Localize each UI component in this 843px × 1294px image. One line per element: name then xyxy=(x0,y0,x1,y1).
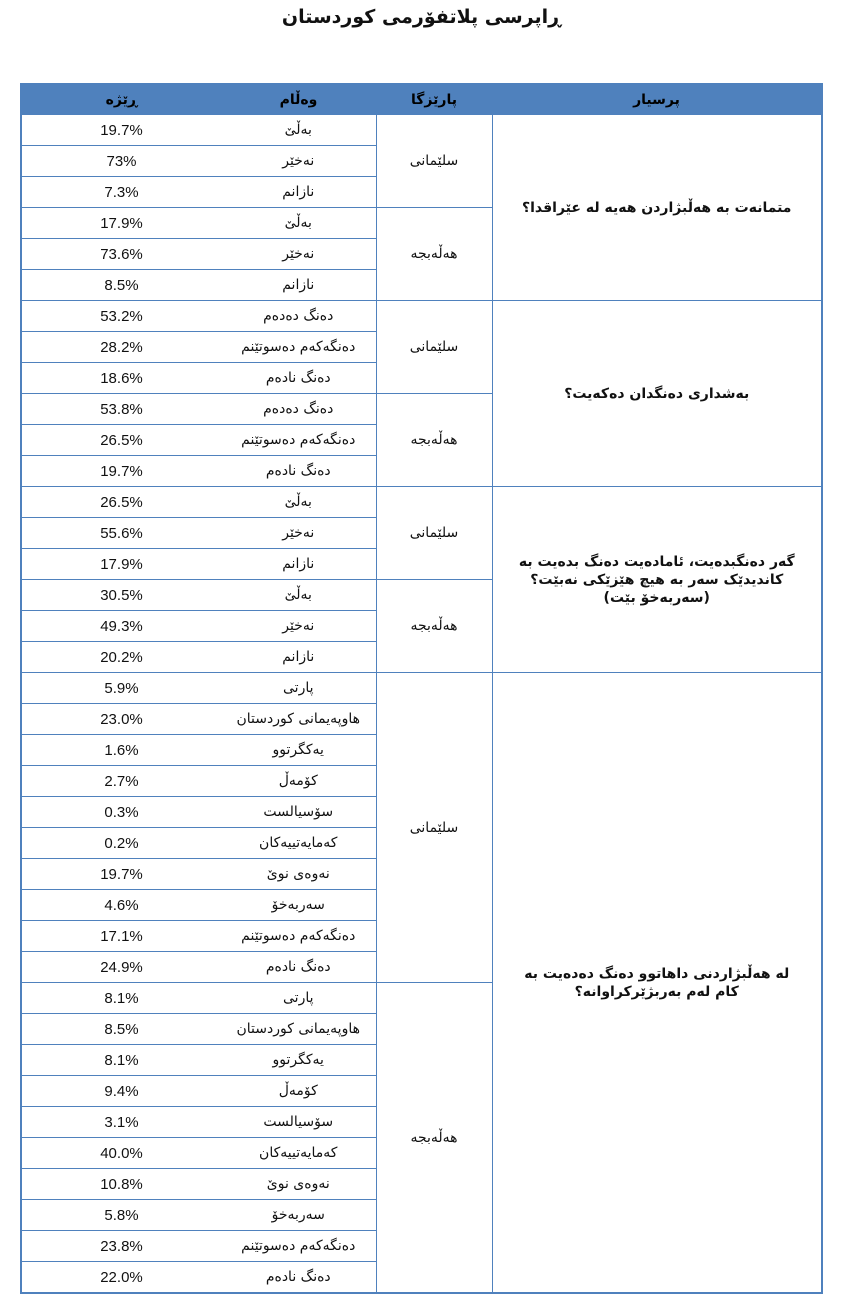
province-cell: هەڵەبجە xyxy=(376,208,492,301)
percent-cell: 53.2% xyxy=(21,301,221,332)
percent-cell: 17.9% xyxy=(21,549,221,580)
percent-cell: 1.6% xyxy=(21,735,221,766)
percent-cell: 73.6% xyxy=(21,239,221,270)
answer-cell: سەربەخۆ xyxy=(221,890,376,921)
percent-cell: 26.5% xyxy=(21,425,221,456)
percent-cell: 28.2% xyxy=(21,332,221,363)
answer-cell: دەنگ نادەم xyxy=(221,363,376,394)
percent-cell: 19.7% xyxy=(21,115,221,146)
answer-cell: پارتی xyxy=(221,673,376,704)
percent-cell: 8.5% xyxy=(21,1014,221,1045)
header-answer: وەڵام xyxy=(221,84,376,115)
header-province: پارێزگا xyxy=(376,84,492,115)
answer-cell: دەنگەکەم دەسوتێنم xyxy=(221,1231,376,1262)
province-cell: هەڵەبجە xyxy=(376,394,492,487)
answer-cell: کەمایەتییەکان xyxy=(221,1138,376,1169)
answer-cell: کۆمەڵ xyxy=(221,1076,376,1107)
percent-cell: 8.1% xyxy=(21,1045,221,1076)
answer-cell: بەڵێ xyxy=(221,580,376,611)
header-percent: ڕێژە xyxy=(21,84,221,115)
percent-cell: 30.5% xyxy=(21,580,221,611)
percent-cell: 2.7% xyxy=(21,766,221,797)
percent-cell: 49.3% xyxy=(21,611,221,642)
percent-cell: 19.7% xyxy=(21,859,221,890)
answer-cell: یەکگرتوو xyxy=(221,735,376,766)
answer-cell: نازانم xyxy=(221,270,376,301)
percent-cell: 18.6% xyxy=(21,363,221,394)
answer-cell: نەخێر xyxy=(221,518,376,549)
answer-cell: نازانم xyxy=(221,549,376,580)
table-row xyxy=(21,301,822,332)
percent-cell: 0.2% xyxy=(21,828,221,859)
answer-cell: بەڵێ xyxy=(221,115,376,146)
answer-cell: نەوەی نوێ xyxy=(221,1169,376,1200)
question-cell: لە هەڵبژاردنی داهاتوو دەنگ دەدەیت بە کام لەم بەربژێرکراوانە؟ xyxy=(492,673,822,1294)
answer-cell: کۆمەڵ xyxy=(221,766,376,797)
answer-cell: بەڵێ xyxy=(221,208,376,239)
answer-cell: یەکگرتوو xyxy=(221,1045,376,1076)
province-cell: سلێمانی xyxy=(376,301,492,394)
answer-cell: هاوپەیمانی کوردستان xyxy=(221,1014,376,1045)
answer-cell: نازانم xyxy=(221,642,376,673)
percent-cell: 53.8% xyxy=(21,394,221,425)
answer-cell: پارتی xyxy=(221,983,376,1014)
answer-cell: دەنگ دەدەم xyxy=(221,301,376,332)
table-row xyxy=(21,115,822,146)
answer-cell: سۆسیالست xyxy=(221,797,376,828)
province-cell: هەڵەبجە xyxy=(376,580,492,673)
answer-cell: نەخێر xyxy=(221,239,376,270)
percent-cell: 19.7% xyxy=(21,456,221,487)
table-row xyxy=(21,673,822,704)
percent-cell: 0.3% xyxy=(21,797,221,828)
answer-cell: سەربەخۆ xyxy=(221,1200,376,1231)
answer-cell: دەنگەکەم دەسوتێنم xyxy=(221,425,376,456)
percent-cell: 17.9% xyxy=(21,208,221,239)
percent-cell: 8.5% xyxy=(21,270,221,301)
percent-cell: 9.4% xyxy=(21,1076,221,1107)
percent-cell: 17.1% xyxy=(21,921,221,952)
answer-cell: دەنگ نادەم xyxy=(221,1262,376,1294)
answer-cell: کەمایەتییەکان xyxy=(221,828,376,859)
percent-cell: 26.5% xyxy=(21,487,221,518)
table-header xyxy=(21,84,822,115)
percent-cell: 3.1% xyxy=(21,1107,221,1138)
province-cell: هەڵەبجە xyxy=(376,983,492,1294)
percent-cell: 22.0% xyxy=(21,1262,221,1294)
percent-cell: 55.6% xyxy=(21,518,221,549)
question-cell: گەر دەنگبدەیت، ئامادەیت دەنگ بدەیت بە کاندیدێک سەر بە هیچ هێزێکی نەبێت؟ (سەربەخۆ بێت) xyxy=(492,487,822,673)
answer-cell: دەنگەکەم دەسوتێنم xyxy=(221,921,376,952)
answer-cell: نەخێر xyxy=(221,146,376,177)
percent-cell: 7.3% xyxy=(21,177,221,208)
percent-cell: 5.8% xyxy=(21,1200,221,1231)
answer-cell: سۆسیالست xyxy=(221,1107,376,1138)
percent-cell: 10.8% xyxy=(21,1169,221,1200)
percent-cell: 4.6% xyxy=(21,890,221,921)
survey-table xyxy=(20,83,823,1294)
header-question: پرسیار xyxy=(492,84,822,115)
province-cell: سلێمانی xyxy=(376,673,492,983)
answer-cell: بەڵێ xyxy=(221,487,376,518)
answer-cell: دەنگ دەدەم xyxy=(221,394,376,425)
percent-cell: 23.8% xyxy=(21,1231,221,1262)
percent-cell: 40.0% xyxy=(21,1138,221,1169)
answer-cell: هاوپەیمانی کوردستان xyxy=(221,704,376,735)
answer-cell: نەوەی نوێ xyxy=(221,859,376,890)
table-row xyxy=(21,487,822,518)
answer-cell: دەنگ نادەم xyxy=(221,456,376,487)
table-body xyxy=(21,115,822,1293)
percent-cell: 73% xyxy=(21,146,221,177)
page-title: ڕاپرسی پلاتفۆرمی کوردستان xyxy=(281,6,562,28)
question-cell: بەشداری دەنگدان دەکەیت؟ xyxy=(492,301,822,487)
answer-cell: دەنگەکەم دەسوتێنم xyxy=(221,332,376,363)
answer-cell: نازانم xyxy=(221,177,376,208)
answer-cell: نەخێر xyxy=(221,611,376,642)
answer-cell: دەنگ نادەم xyxy=(221,952,376,983)
province-cell: سلێمانی xyxy=(376,115,492,208)
province-cell: سلێمانی xyxy=(376,487,492,580)
percent-cell: 5.9% xyxy=(21,673,221,704)
question-cell: متمانەت بە هەڵبژاردن هەیە لە عێراقدا؟ xyxy=(492,115,822,301)
percent-cell: 20.2% xyxy=(21,642,221,673)
percent-cell: 24.9% xyxy=(21,952,221,983)
percent-cell: 23.0% xyxy=(21,704,221,735)
percent-cell: 8.1% xyxy=(21,983,221,1014)
